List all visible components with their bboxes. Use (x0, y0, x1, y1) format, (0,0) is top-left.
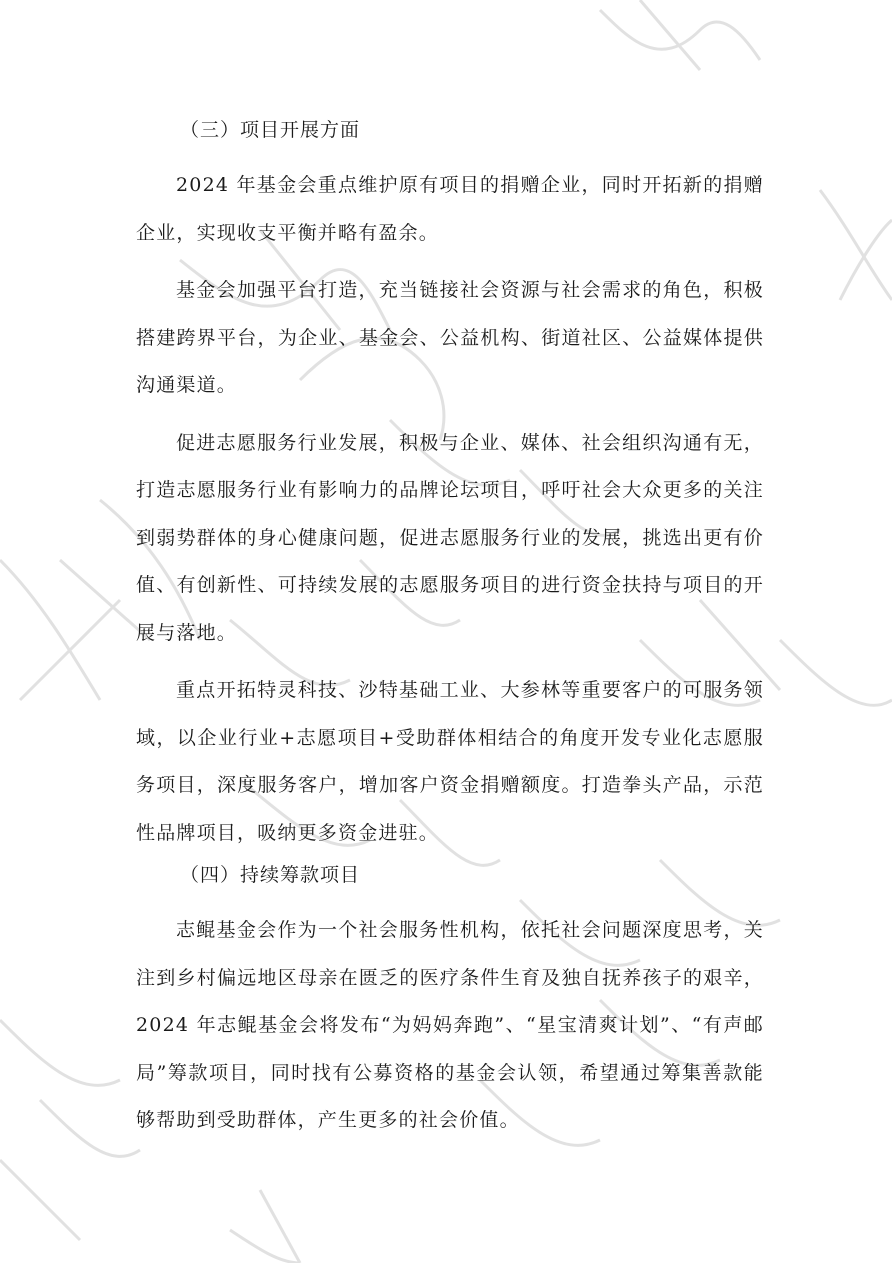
paragraph: 重点开拓特灵科技、沙特基础工业、大参林等重要客户的可服务领域，以企业行业+志愿项目+受助群体相结合的角度开发专业化志愿服务项目，深度服务客户，增加客户资金捐赠额度。打造拳头产品，示范性品牌项目，吸纳更多资金进驻。 (136, 679, 764, 844)
section-heading: （三）项目开展方面 (180, 119, 361, 141)
section-heading: （四）持续筹款项目 (180, 864, 361, 886)
paragraph: 促进志愿服务行业发展，积极与企业、媒体、社会组织沟通有无，打造志愿服务行业有影响力的品牌论坛项目，呼吁社会大众更多的关注到弱势群体的身心健康问题，促进志愿服务行业的发展，挑选出更有价值、有创新性、可持续发展的志愿服务项目的进行资金扶持与项目的开展与落地。 (136, 431, 764, 644)
document-body (136, 116, 764, 1145)
paragraph: 志鲲基金会作为一个社会服务性机构，依托社会问题深度思考，关注到乡村偏远地区母亲在匮乏的医疗条件生育及独自抚养孩子的艰辛，2024 年志鲲基金会将发布“为妈妈奔跑”、“星宝清爽计划”、“有声邮局”筹款项目，同时找有公募资格的基金会认领，希望通过筹集善款能够帮助到受助群体，产生更多的社会价值。 (136, 919, 764, 1131)
paragraph: 基金会加强平台打造，充当链接社会资源与社会需求的角色，积极搭建跨界平台，为企业、基金会、公益机构、街道社区、公益媒体提供沟通渠道。 (136, 279, 764, 396)
paragraph: 2024 年基金会重点维护原有项目的捐赠企业，同时开拓新的捐赠企业，实现收支平衡并略有盈余。 (136, 174, 764, 244)
